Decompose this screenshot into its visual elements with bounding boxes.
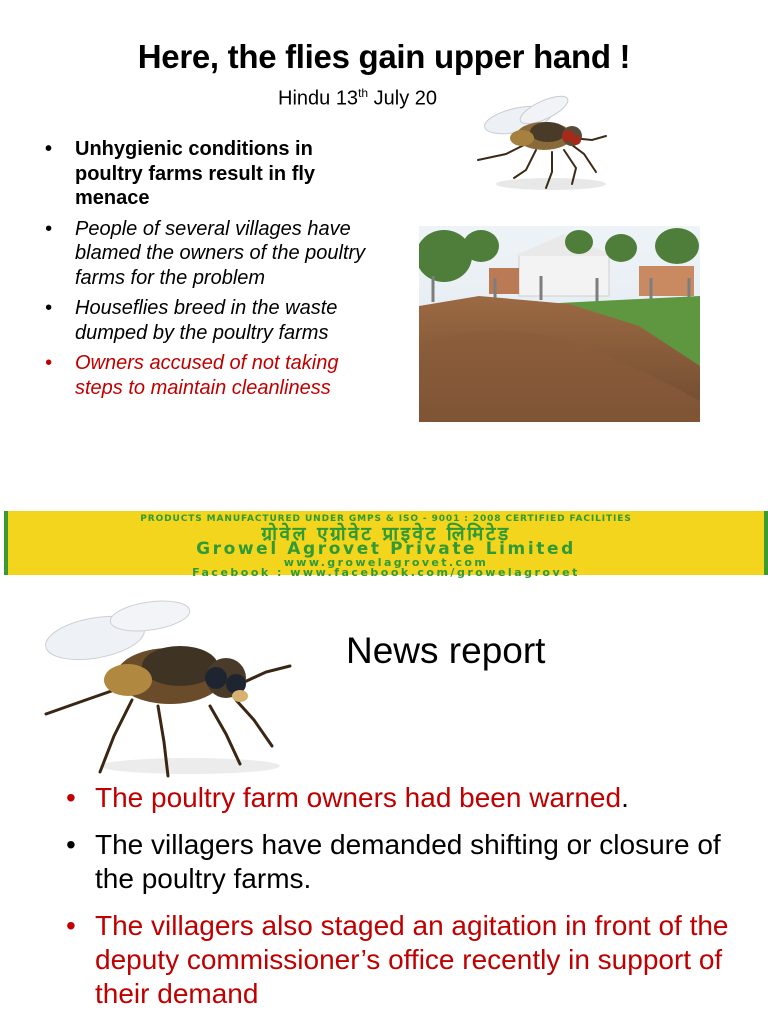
growel-agrovet-banner bbox=[4, 511, 768, 579]
bullet-agitation: • The villagers also staged an agitation in front of the deputy commissioner’s office recently in support of their demand bbox=[64, 909, 754, 1011]
bullet-owners-accused: • Owners accused of not taking steps to maintain cleanliness bbox=[42, 351, 372, 400]
source-superscript: th bbox=[358, 86, 369, 100]
banner-certification-line: PRODUCTS MANUFACTURED UNDER GMPS & ISO - 9001 : 2008 CERTIFIED FACILITIES bbox=[140, 514, 632, 524]
banner-hindi-name: ग्रोवेल एग्रोवेट प्राइवेट लिमिटेड bbox=[261, 523, 511, 545]
banner-facebook: Facebook : www.facebook.com/growelagrovet bbox=[192, 566, 580, 579]
banner-company-name: Growel Agrovet Private Limited bbox=[196, 539, 576, 559]
bullet-villagers-blame: • People of several villages have blamed the owners of the poultry farms for the problem bbox=[42, 217, 372, 291]
housefly-image bbox=[456, 92, 634, 198]
source-suffix: July 20 bbox=[368, 87, 438, 110]
bullet-owners-warned-period: . bbox=[621, 782, 629, 813]
slide2-title: News report bbox=[346, 630, 546, 671]
bullet-owners-warned-text: The poultry farm owners had been warned bbox=[95, 782, 622, 813]
slide1-bullet-list bbox=[42, 137, 372, 406]
bullet-owners-warned bbox=[64, 781, 754, 815]
banner-website: www.growelagrovet.com bbox=[283, 556, 489, 569]
housefly-closeup-image bbox=[40, 596, 302, 780]
bullet-houseflies-breed: • Houseflies breed in the waste dumped by the poultry farms bbox=[42, 296, 372, 345]
source-citation bbox=[278, 86, 437, 111]
source-prefix: Hindu 13 bbox=[278, 87, 359, 110]
slide2-bullet-list bbox=[64, 781, 754, 1024]
slide1-title: Here, the flies gain upper hand ! bbox=[137, 38, 631, 75]
bullet-unhygienic: • Unhygienic conditions in poultry farms result in fly menace bbox=[42, 137, 372, 211]
bullet-villagers-demand: • The villagers have demanded shifting or closure of the poultry farms. bbox=[64, 828, 754, 896]
poultry-waste-image bbox=[419, 226, 700, 422]
